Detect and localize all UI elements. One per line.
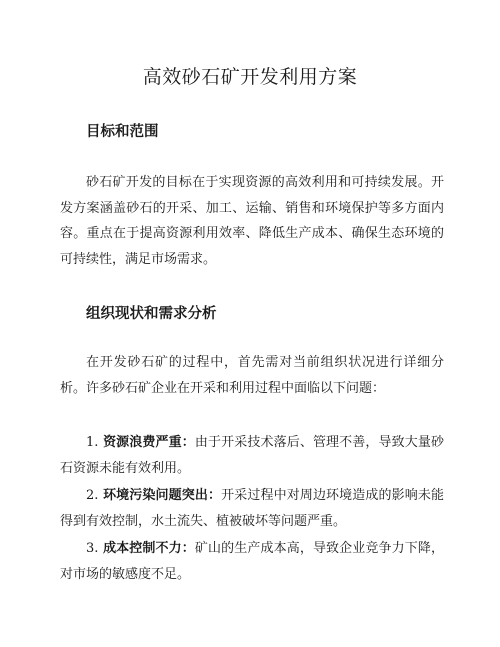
list-item [60,483,444,534]
list-item-lead [86,541,195,556]
list-item-lead-text: 成本控制不力： [103,541,195,556]
list-item-number: 1. [86,435,99,450]
section-heading-goals: 目标和范围 [86,124,159,140]
list-item-text: 由于开采技术落后、管理不善，导致大量砂石资源未能有效利用。 [60,435,444,476]
list-item-text: 开采过程中对周边环境造成的影响未能得到有效控制，水土流失、植被破坏等问题严重。 [60,488,444,529]
analysis-paragraph: 在开发砂石矿的过程中，首先需对当前组织状况进行详细分析。许多砂石矿企业在开采和利用过程中面临以下问题： [60,355,444,396]
list-item-lead [86,435,195,450]
document-title: 高效砂石矿开发利用方案 [142,66,358,88]
list-item-text: 矿山的生产成本高，导致企业竞争力下降，对市场的敏感度不足。 [60,541,444,582]
list-item-number: 3. [86,541,99,556]
section-heading-analysis: 组织现状和需求分析 [86,306,217,322]
list-item-number: 2. [86,488,99,503]
list-item [60,430,444,481]
list-item-lead-text: 环境污染问题突出： [103,488,222,503]
goals-paragraph: 砂石矿开发的目标在于实现资源的高效利用和可持续发展。开发方案涵盖砂石的开采、加工、运输、销售和环境保护等多方面内容。重点在于提高资源利用效率、降低生产成本、确保生态环境的可持续性，满足市场需求。 [60,175,444,267]
list-item-lead-text: 资源浪费严重： [103,435,195,450]
list-item [60,536,444,587]
list-item-lead [86,488,221,503]
